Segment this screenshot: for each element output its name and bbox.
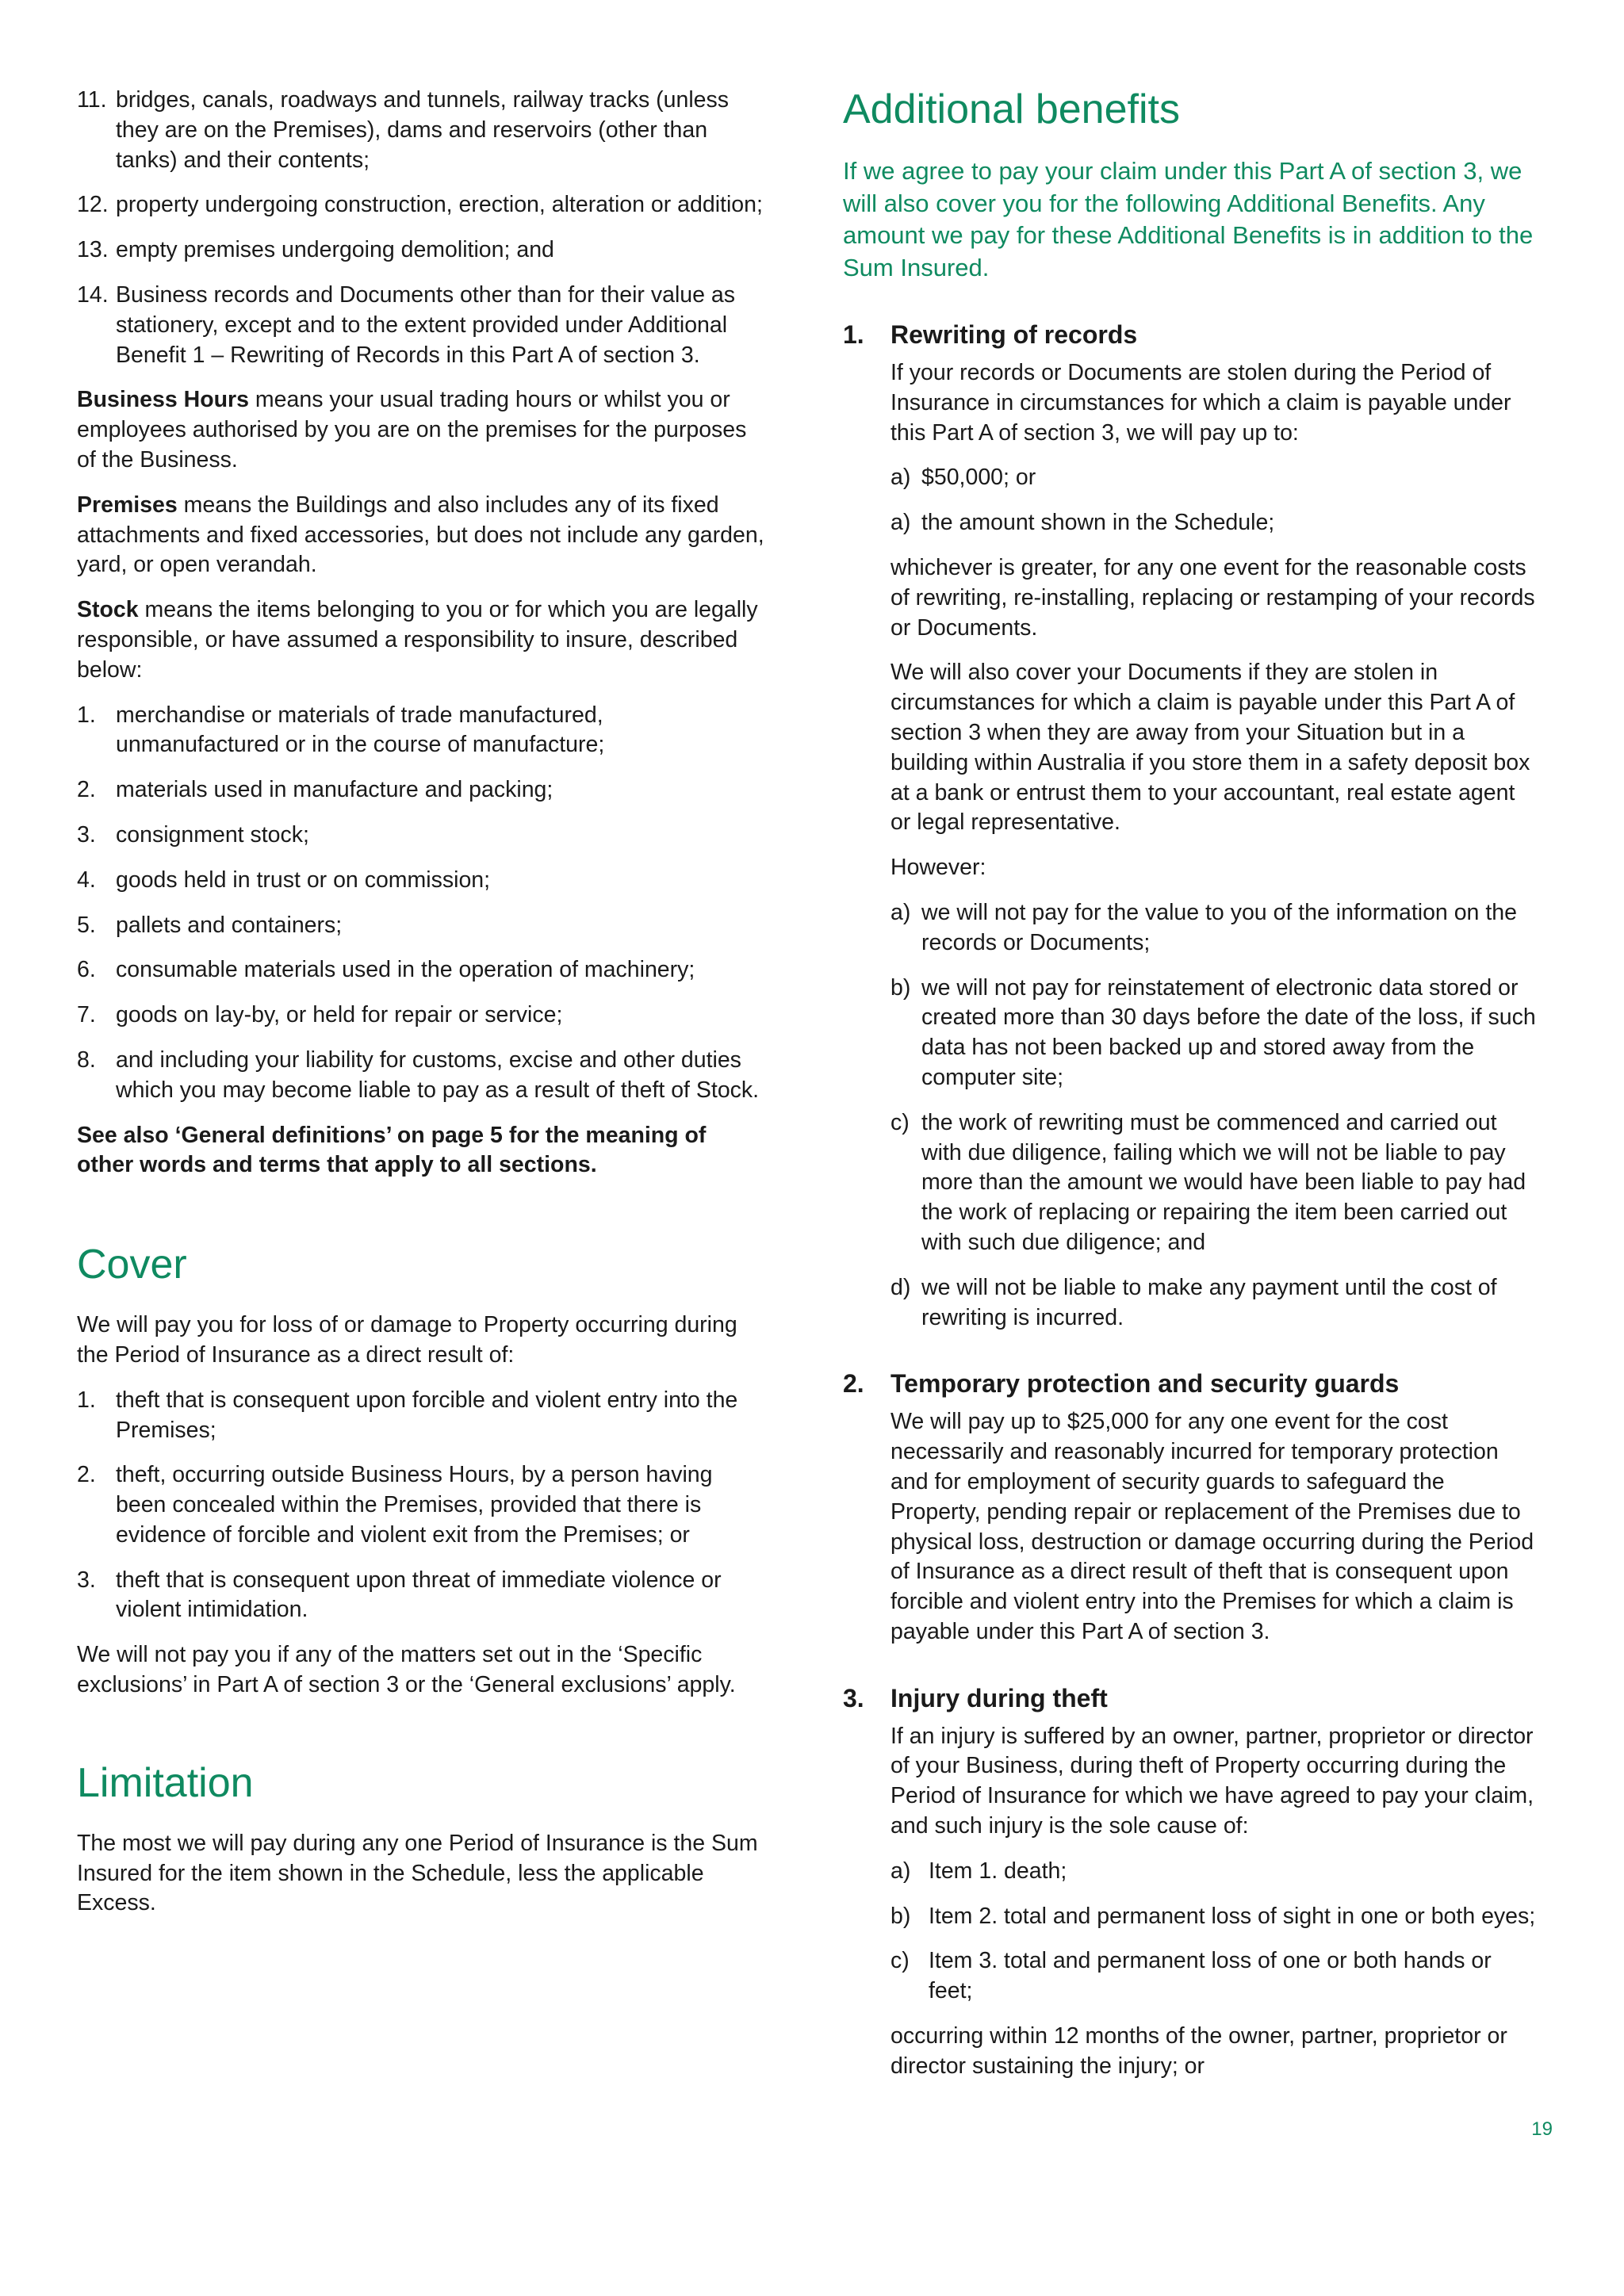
list-item: 1. theft that is consequent upon forcible and violent entry into the Premises; [77,1387,738,1443]
benefit-1-amounts [891,463,1541,538]
page-number: 19 [1531,2118,1553,2140]
list-item: c) Item 3. total and permanent loss of one or both hands or feet; [891,1948,1492,2004]
cover-intro: We will pay you for loss of or damage to Property occurring during the Period of Insurance as a direct result of: [77,1312,737,1368]
list-item: 14. Business records and Documents other than for their value as stationery, except and to the extent provided under Additional Benefit 1 – Rewriting of Records in this Part A of section 3. [77,281,735,368]
definition-premises: Premises means the Buildings and also includes any of its fixed attachments and fixed accessories, but does not include any garden, yard, or open verandah. [77,492,764,578]
limitation-heading: Limitation [77,1759,254,1806]
list-item: 1. merchandise or materials of trade manufactured, unmanufactured or in the course of manufacture; [77,702,605,758]
list-item: b) we will not pay for reinstatement of electronic data stored or created more than 30 days before the date of the loss, if such data has not been backed up and stored away from the computer site; [891,974,1536,1090]
list-item: 8. and including your liability for customs, excise and other duties which you may become liable to pay as a result of theft of Stock. [77,1047,760,1103]
list-item: 3. consignment stock; [77,821,309,848]
definition-stock: Stock means the items belonging to you or for which you are legally responsible, or have assumed a responsibility to insure, described below: [77,597,758,683]
list-item: 7. goods on lay-by, or held for repair or service; [77,1002,563,1028]
list-item: b) Item 2. total and permanent loss of sight in one or both eyes; [891,1903,1536,1929]
benefit-1-heading: 1. Rewriting of records [843,320,1138,349]
list-item: 6. consumable materials used in the operation of machinery; [77,957,695,983]
right-column [843,86,1541,2082]
list-item: a) the amount shown in the Schedule; [891,510,1275,536]
limitation-text: The most we will pay during any one Period of Insurance is the Sum Insured for the item shown in the Schedule, less the applicable Excess. [77,1830,758,1916]
left-column [77,86,767,1919]
benefit-2-body: We will pay up to $25,000 for any one event for the cost necessarily and reasonably incurred for temporary protection and for employment of security guards to safeguard the Property, pending repair or replacement of the Premises due to physical loss, destruction or damage occurring during the Period of Insurance as a direct result of theft that is consequent upon forcible and violent entry into the Premises for which a claim is payable under this Part A of section 3. [891,1409,1534,1644]
list-item: 11. bridges, canals, roadways and tunnels, railway tracks (unless they are on the Premises), dams and reservoirs (other than tanks) and their contents; [77,87,730,173]
benefit-2-heading: 2. Temporary protection and security guards [843,1369,1400,1399]
definition-business-hours: Business Hours means your usual trading hours or whilst you or employees authorised by you are on the premises for the purposes of the Business. [77,387,747,473]
list-item: d) we will not be liable to make any payment until the cost of rewriting is incurred. [891,1274,1497,1330]
list-item: a) Item 1. death; [891,1858,1067,1884]
benefit-1-body: If your records or Documents are stolen during the Period of Insurance in circumstances for which a claim is payable under this Part A of section 3, we will pay up to: a) $50,000; or a) the amount shown in the Schedule; whichever is greater, for any one event for the reasonable costs of rewriting, re-installing, replacing or restamping of your records or Documents. We will also cover your Documents if they are stolen in circumstances for which a claim is payable under this Part A of section 3 when they are away from your Situation but in a building within Australia if you store them in a safety deposit box at a bank or entrust them to your accountant, real estate agent or legal representative. However: a) we will not pay for the value to you of the information on the records or Documents; b) we will not pay for reinstatement of electronic data stored or created more than 30 days before the date of the loss, if such data has not been backed up and stored away from the computer site; c) the work of rewriting must be commenced and carried out with due diligence, failing which we will not be liable to pay more than the amount we would have been liable to pay had the work of replacing or repairing the item been carried out with such due diligence; and d) we will not be liable to make any payment until the cost of rewriting is incurred. [843,358,1541,1333]
list-item: 13. empty premises undergoing demolition; and [77,237,554,263]
list-item: c) the work of rewriting must be commenced and carried out with due diligence, failing which we will not be liable to pay more than the amount we would have been liable to pay had the work of replacing or repairing the item been carried out with such due diligence; and [891,1109,1526,1255]
list-item: 3. theft that is consequent upon threat of immediate violence or violent intimidation. [77,1567,722,1623]
cover-heading: Cover [77,1242,187,1288]
list-item: 4. goods held in trust or on commission; [77,867,491,893]
list-item: a) we will not pay for the value to you of the information on the records or Documents; [891,899,1517,955]
list-item: 12. property undergoing construction, erection, alteration or addition; [77,192,763,218]
benefit-1-conditions [891,898,1541,1333]
list-item: 2. theft, occurring outside Business Hours, by a person having been concealed within the Premises, provided that there is evidence of forcible and violent exit from the Premises; or [77,1462,713,1548]
additional-benefits-heading: Additional benefits [843,86,1180,132]
benefit-3-heading: 3. Injury during theft [843,1683,1108,1712]
stock-list [77,701,767,1106]
cover-outro: We will not pay you if any of the matters set out in the ‘Specific exclusions’ in Part A of section 3 or the ‘General exclusions’ apply. [77,1642,736,1698]
see-also-note: See also ‘General definitions’ on page 5 for the meaning of other words and terms that apply to all sections. [77,1122,707,1178]
list-item: a) $50,000; or [891,465,1036,491]
list-item: 2. materials used in manufacture and packing; [77,777,553,803]
cover-list [77,1386,767,1626]
additional-benefits-intro: If we agree to pay your claim under this Part A of section 3, we will also cover you for the following Additional Benefits. Any amount we pay for these Additional Benefits is in addition to the Sum Insured. [843,157,1534,281]
exclusions-list [77,86,767,370]
list-item: 5. pallets and containers; [77,912,343,938]
benefit-3-items [891,1857,1541,2007]
benefit-3-body: If an injury is suffered by an owner, partner, proprietor or director of your Business, during theft of Property occurring during the Period of Insurance for which we have agreed to pay your claim, and such injury is the sole cause of: a) Item 1. death; b) Item 2. total and permanent loss of sight in one or both eyes; c) Item 3. total and permanent loss of one or both hands or feet; occurring within 12 months of the owner, partner, proprietor or director sustaining the injury; or [843,1722,1541,2082]
